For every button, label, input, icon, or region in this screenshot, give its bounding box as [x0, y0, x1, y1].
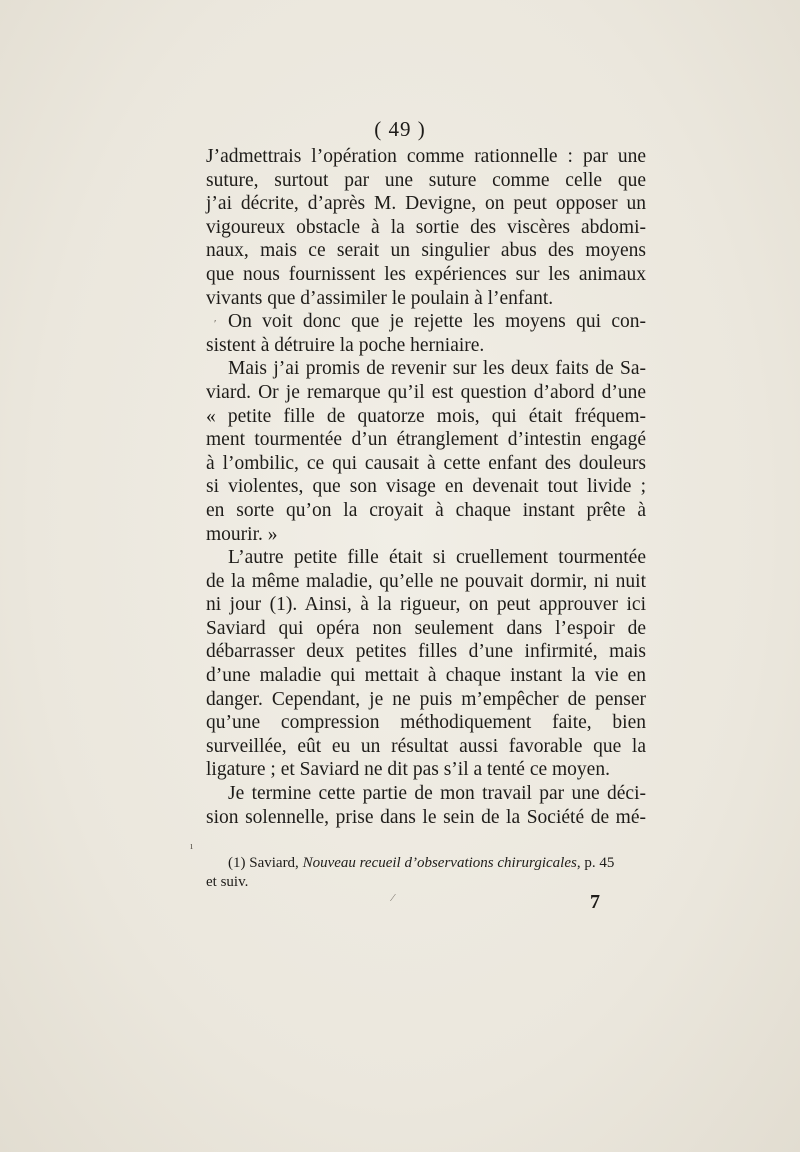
text-line: Je termine cette partie de mon travail par une déci-	[228, 783, 646, 805]
text-line: viard. Or je remarque qu’il est question d’abord d’une	[206, 381, 646, 403]
text-line: en sorte qu’on la croyait à chaque instant prête à	[206, 499, 646, 521]
text-line: mourir. »	[206, 523, 278, 545]
text-line: de la même maladie, qu’elle ne pouvait dormir, ni nuit	[206, 570, 646, 592]
text-line: ni jour (1). Ainsi, à la rigueur, on peut approuver ici	[206, 594, 646, 616]
text-line: On voit donc que je rejette les moyens qui con-	[228, 311, 646, 333]
text-line: suture, surtout par une suture comme celle que	[206, 169, 646, 191]
text-line: danger. Cependant, je ne puis m’empêcher de penser	[206, 688, 646, 710]
ink-speck: ı	[190, 840, 194, 852]
text-line: que nous fournissent les expériences sur les animaux	[206, 263, 646, 285]
footnote-page-ref: , p. 45	[576, 855, 615, 871]
footnote	[206, 854, 646, 892]
ink-speck: ⁄	[392, 892, 394, 904]
ink-speck: ʹ	[214, 318, 217, 330]
text-line: à l’ombilic, ce qui causait à cette enfant des douleurs	[206, 452, 646, 474]
text-line: surveillée, eût eu un résultat aussi favorable que la	[206, 735, 646, 757]
text-line: vigoureux obstacle à la sortie des viscères abdomi-	[206, 216, 646, 238]
text-line: Mais j’ai promis de revenir sur les deux faits de Sa-	[228, 358, 646, 380]
text-line: qu’une compression méthodiquement faite, bien	[206, 712, 646, 734]
text-line: ment tourmentée d’un étranglement d’intestin engagé	[206, 429, 646, 451]
page-number: ( 49 )	[374, 117, 426, 141]
text-line: L’autre petite fille était si cruellement tourmentée	[228, 547, 646, 569]
text-line: « petite fille de quatorze mois, qui était fréquem-	[206, 405, 646, 427]
footnote-title: Nouveau recueil d’observations chirurgicales	[302, 855, 577, 871]
text-line: sistent à détruire la poche herniaire.	[206, 334, 485, 356]
footnote-marker-author: (1) Saviard,	[228, 855, 299, 871]
body-text	[206, 145, 646, 829]
text-line: d’une maladie qui mettait à chaque instant la vie en	[206, 665, 646, 687]
text-line: j’ai décrite, d’après M. Devigne, on peut opposer un	[206, 193, 646, 215]
text-line: débarrasser deux petites filles d’une infirmité, mais	[206, 641, 646, 663]
footnote-line-1	[206, 854, 646, 873]
text-line: Saviard qui opéra non seulement dans l’espoir de	[206, 617, 646, 639]
text-line: si violentes, que son visage en devenait tout livide ;	[206, 476, 646, 498]
signature-mark: 7	[590, 891, 600, 913]
text-line: sion solennelle, prise dans le sein de la Société de mé-	[206, 806, 646, 828]
text-line: vivants que d’assimiler le poulain à l’enfant.	[206, 287, 554, 309]
text-line: ligature ; et Saviard ne dit pas s’il a tenté ce moyen.	[206, 759, 610, 781]
text-line: naux, mais ce serait un singulier abus des moyens	[206, 240, 646, 262]
text-line: J’admettrais l’opération comme rationnelle : par une	[206, 146, 646, 167]
footnote-continuation: et suiv.	[206, 874, 249, 890]
